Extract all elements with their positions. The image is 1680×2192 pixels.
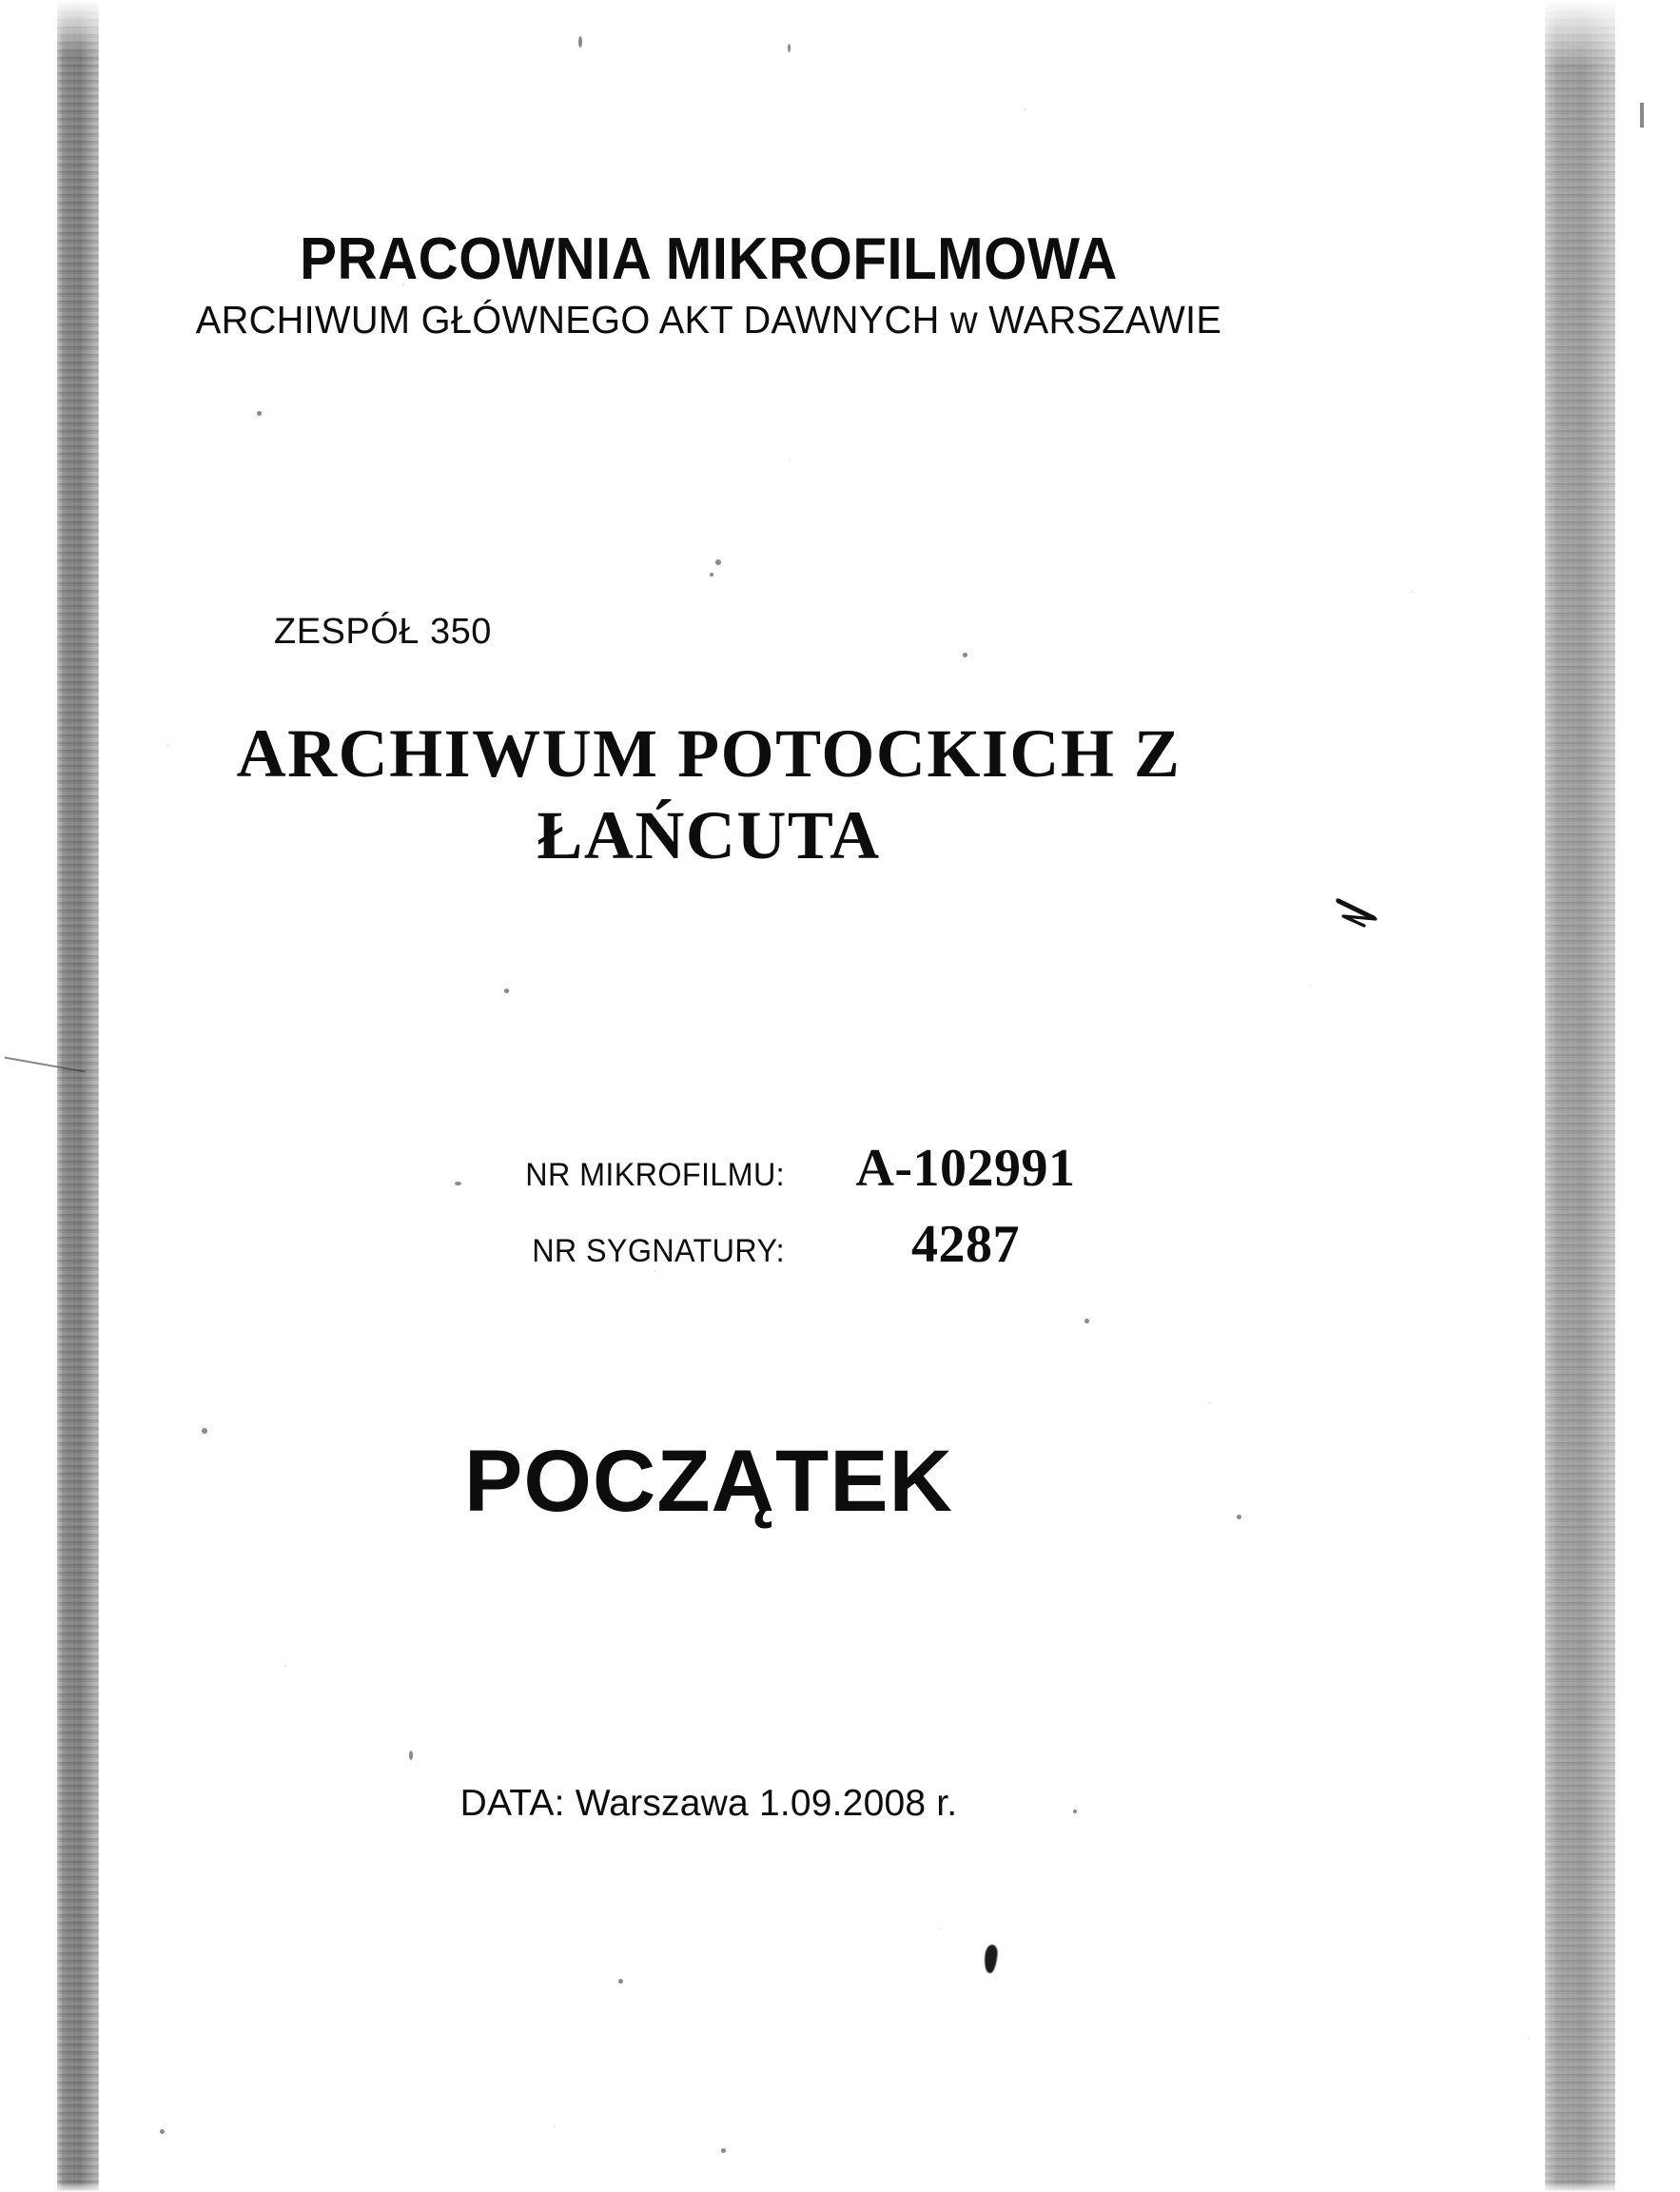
metadata-block: [471, 1138, 1146, 1290]
organization-title: PRACOWNIA MIKROFILMOWA: [300, 226, 1118, 292]
date-line: DATA: Warszawa 1.09.2008 r.: [459, 1783, 958, 1824]
metadata-row-signature: [471, 1214, 1146, 1290]
ink-blot-icon: [983, 1944, 998, 1973]
scan-speck: [963, 653, 967, 657]
signature-number-value: 4287: [911, 1215, 1020, 1274]
organization-subtitle: ARCHIWUM GŁÓWNEGO AKT DAWNYCH w WARSZAWIE: [195, 298, 1222, 342]
paper-edge-band-right-icon: [1545, 0, 1615, 2192]
scan-scratch: [1640, 103, 1644, 127]
scan-scratch: [4, 1057, 85, 1073]
scan-speck: [455, 1182, 461, 1185]
metadata-row-microfilm: [471, 1138, 1146, 1214]
scan-speck: [504, 988, 509, 993]
microfilm-number-value: A-102991: [855, 1139, 1076, 1198]
microfilm-number-label: NR MIKROFILMU:: [525, 1157, 785, 1193]
fonds-number-label: ZESPÓŁ 350: [274, 612, 492, 652]
scan-speck: [257, 411, 262, 416]
signature-number-label: NR SYGNATURY:: [532, 1233, 785, 1269]
fonds-title-line-2: ŁAŃCUTA: [537, 797, 881, 873]
scan-speck: [721, 2148, 726, 2153]
section-marker-heading: POCZĄTEK: [464, 1433, 953, 1530]
scan-speck: [1084, 1319, 1089, 1323]
scan-speck: [710, 573, 713, 577]
scan-speck: [409, 1751, 413, 1760]
scan-speck: [715, 559, 721, 565]
scan-speck: [618, 1979, 623, 1984]
scan-speck: [578, 36, 582, 48]
check-mark-icon: [1336, 896, 1381, 932]
scan-speck: [160, 2129, 165, 2134]
fonds-title-line-1: ARCHIWUM POTOCKICH Z: [236, 715, 1182, 792]
scan-speck: [788, 44, 791, 52]
